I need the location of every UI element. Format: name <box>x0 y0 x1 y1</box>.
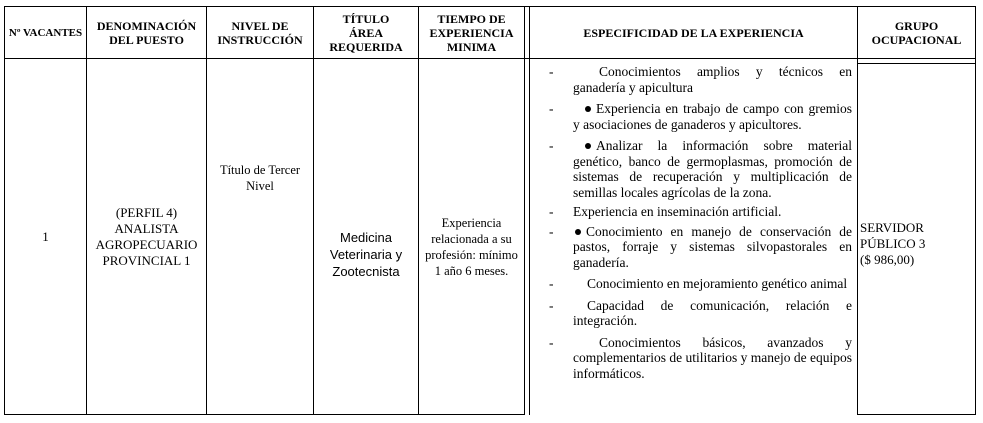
header-titulo: TÍTULO ÁREA REQUERIDA <box>329 11 403 54</box>
col-border-3 <box>313 6 314 415</box>
header-grupo: GRUPO OCUPACIONAL <box>871 18 962 47</box>
list-item: - Experiencia en inseminación artificial. <box>549 204 782 219</box>
table-bottom-border-right <box>857 414 976 415</box>
col-border-7 <box>975 6 976 415</box>
bullet-icon <box>585 106 591 112</box>
header-nivel: NIVEL DE INSTRUCCIÓN <box>217 18 303 47</box>
puesto-name: ANALISTA AGROPECUARIO PROVINCIAL 1 <box>95 220 198 268</box>
table-bottom-border-left <box>4 414 524 415</box>
col-border-5a <box>524 6 525 415</box>
list-item: - Conocimientos básicos, avanzados y complementarios de utilitarios y manejo de equipos informáticos. <box>549 334 852 381</box>
header-vacantes: Nº VACANTES <box>8 26 83 39</box>
bullet-icon <box>575 229 581 235</box>
header-denominacion: DENOMINACIÓN DEL PUESTO <box>96 18 197 47</box>
list-item: - Experiencia en trabajo de campo con gremios y asociaciones de ganaderos y apicultores. <box>549 101 852 132</box>
grupo-cell <box>860 220 973 268</box>
perfil-label: (PERFIL 4) <box>115 204 178 220</box>
col-border-5b <box>529 6 530 415</box>
list-item: - Capacidad de comunicación, relación e integración. <box>549 297 852 328</box>
header-especificidad: ESPECIFICIDAD DE LA EXPERIENCIA <box>583 25 804 40</box>
vacantes-value: 1 <box>42 228 49 244</box>
especificidad-list <box>540 64 852 384</box>
list-item: - Conocimientos amplios y técnicos en ganadería y apicultura <box>549 64 852 95</box>
col-border-4 <box>418 6 419 415</box>
grupo-salary: ($ 986,00) <box>860 252 915 267</box>
list-item: - Conocimiento en manejo de conservación de pastos, forraje y sistemas silvopastorales en ganadería. <box>549 223 852 270</box>
puesto-cell <box>87 59 206 414</box>
grupo-name: SERVIDOR PÚBLICO 3 <box>860 220 926 251</box>
header-tiempo: TIEMPO DE EXPERIENCIA MINIMA <box>429 11 514 54</box>
bullet-icon <box>585 143 591 149</box>
titulo-area: Medicina Veterinaria y Zootecnista <box>329 229 403 279</box>
list-item: - Analizar la información sobre material genético, banco de germoplasmas, promoción de sistemas de recuperación y multiplicación de semillas locales agrícolas de la zona. <box>549 138 852 200</box>
col-border-6 <box>857 6 858 415</box>
grupo-cell-top-border <box>857 63 976 64</box>
col-border-2 <box>206 6 207 415</box>
tiempo-value: Experiencia relacionada a su profesión: mínimo 1 año 6 meses. <box>425 216 518 278</box>
nivel-value: Título de Tercer Nivel <box>219 163 301 193</box>
list-item: - Conocimiento en mejoramiento genético animal <box>549 276 848 291</box>
